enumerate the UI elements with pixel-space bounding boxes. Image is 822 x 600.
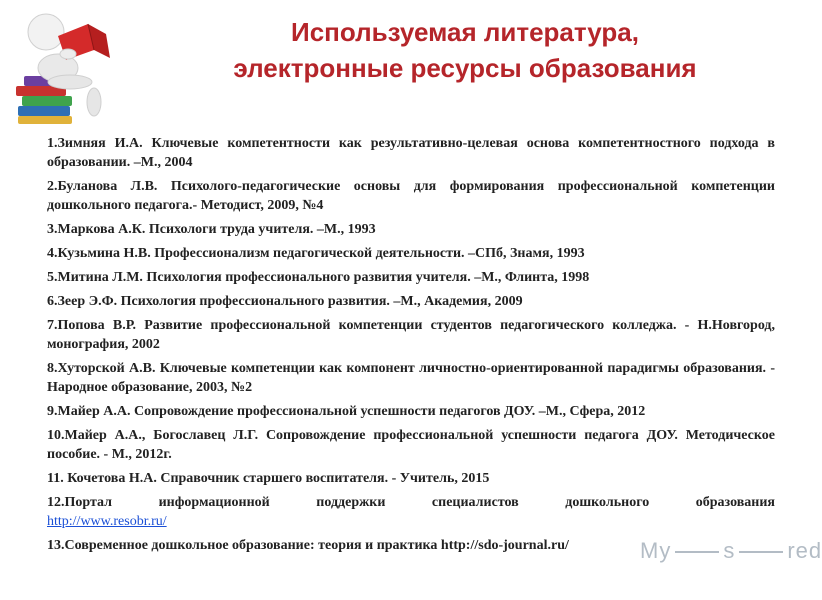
title-line-1: Используемая литература, — [291, 17, 639, 47]
reference-item-8: 8.Хуторской А.В. Ключевые компетенции как компонент личностно-ориентированной парадигмы образования. - Народное образование, 2003, №2 — [47, 361, 775, 395]
reference-item-10: 10.Майер А.А., Богославец Л.Г. Сопровождение профессиональной успешности педагога ДОУ. Методическое пособие. - М., 2012г. — [47, 428, 775, 462]
title-line-2: электронные ресурсы образования — [233, 53, 697, 83]
watermark-part-1: My — [640, 538, 672, 563]
reference-item-11: 11. Кочетова Н.А. Справочник старшего воспитателя. - Учитель, 2015 — [47, 471, 490, 486]
reference-item-3: 3.Маркова А.К. Психологи труда учителя. –М., 1993 — [47, 222, 376, 237]
reference-item-5: 5.Митина Л.М. Психология профессионального развития учителя. –М., Флинта, 1998 — [47, 270, 590, 285]
slider-line-icon — [675, 551, 719, 553]
reference-item-7: 7.Попова В.Р. Развитие профессиональной компетенции студентов педагогического колледжа. - Н.Новгород, монография, 2002 — [47, 318, 775, 352]
reference-item-2: 2.Буланова Л.В. Психолого-педагогические основы для формирования профессиональной компетенции дошкольного педагога.- Методист, 2009, №4 — [47, 179, 775, 213]
reference-item-4: 4.Кузьмина Н.В. Профессионализм педагогической деятельности. –СПб, Знамя, 1993 — [47, 246, 585, 261]
reference-item-6: 6.Зеер Э.Ф. Психология профессионального развития. –М., Академия, 2009 — [47, 294, 523, 309]
slide-title — [150, 14, 780, 86]
reference-12-text: 12.Портал информационной поддержки специалистов дошкольного образования — [47, 495, 775, 510]
watermark-part-2: s — [723, 538, 736, 563]
reference-item-12 — [47, 493, 775, 531]
myshared-watermark — [640, 538, 822, 564]
reference-item-1: 1.Зимняя И.А. Ключевые компетентности как результативно-целевая основа компетентностного подхода в образовании. –М., 2004 — [47, 136, 775, 170]
reference-list — [47, 134, 775, 560]
slider-line-icon — [739, 551, 783, 553]
reference-item-9: 9.Майер А.А. Сопровождение профессиональной успешности педагогов ДОУ. –М., Сфера, 2012 — [47, 404, 646, 419]
reference-item-13: 13.Современное дошкольное образование: теория и практика http://sdo-journal.ru/ — [47, 538, 569, 553]
watermark-part-3: red — [787, 538, 822, 563]
resobr-link[interactable]: http://www.resobr.ru/ — [47, 514, 167, 529]
reading-figure-illustration — [10, 6, 130, 130]
